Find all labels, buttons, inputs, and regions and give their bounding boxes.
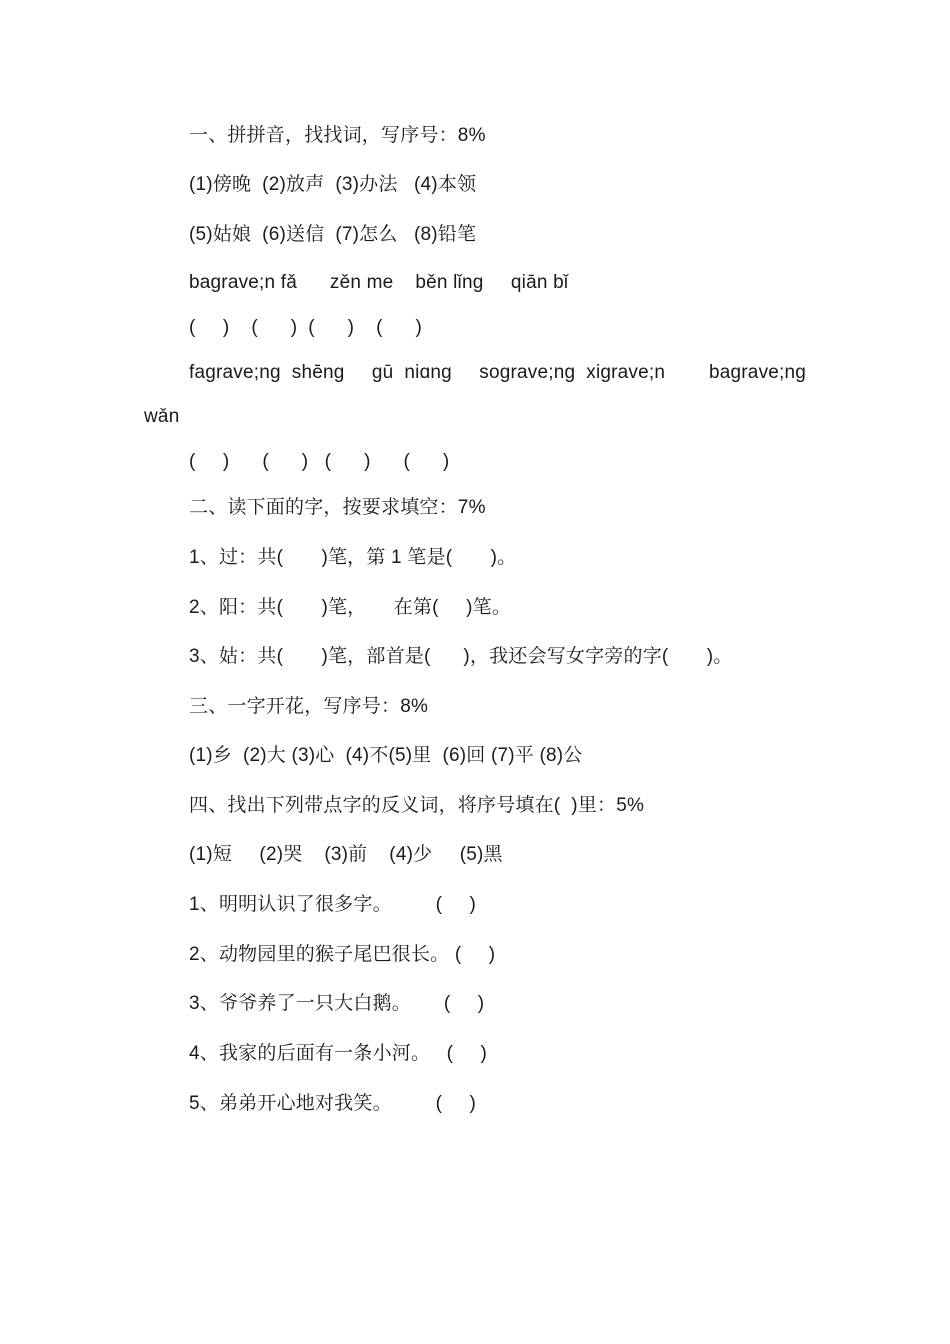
antonym-question-4: 4、我家的后面有一条小河。 ( ) [189,1043,488,1064]
stroke-question-2: 2、阳：共( )笔， 在第( )笔。 [189,597,512,618]
word-list-row-2: (5)姑娘 (6)送信 (7)怎么 (8)铅笔 [189,224,477,245]
stroke-question-1: 1、过：共( )笔，第 1 笔是( )。 [189,547,517,568]
antonym-options: (1)短 (2)哭 (3)前 (4)少 (5)黑 [189,844,503,865]
section-2-heading: 二、读下面的字，按要求填空：7% [189,497,486,518]
section-3-heading: 三、一字开花，写序号：8% [189,696,429,717]
antonym-question-2: 2、动物园里的猴子尾巴很长。 ( ) [189,944,496,965]
word-list-row-1: (1)傍晚 (2)放声 (3)办法 (4)本领 [189,174,477,195]
section-4-heading: 四、找出下列带点字的反义词，将序号填在( )里：5% [189,795,645,816]
pinyin-row-1: bagrave;n fǎ zěn me běn lǐng qiān bǐ [189,272,569,293]
section-1-heading: 一、拼拼音，找找词，写序号：8% [189,125,486,146]
character-options: (1)乡 (2)大 (3)心 (4)不(5)里 (6)回 (7)平 (8)公 [189,745,583,766]
antonym-question-3: 3、爷爷养了一只大白鹅。 ( ) [189,993,485,1014]
pinyin-row-2: fagrave;ng shēng gū niɑng sograve;ng xigrave;n bagrave;ng [189,362,807,383]
antonym-question-5: 5、弟弟开心地对我笑。 ( ) [189,1093,477,1114]
answer-blanks-row-1: ( ) ( ) ( ) ( ) [189,317,423,338]
answer-blanks-row-2: ( ) ( ) ( ) ( ) [189,451,450,472]
antonym-question-1: 1、明明认识了很多字。 ( ) [189,894,477,915]
stroke-question-3: 3、姑：共( )笔，部首是( )，我还会写女字旁的字( )。 [189,646,733,667]
pinyin-row-2-wrap: wǎn [144,406,180,427]
